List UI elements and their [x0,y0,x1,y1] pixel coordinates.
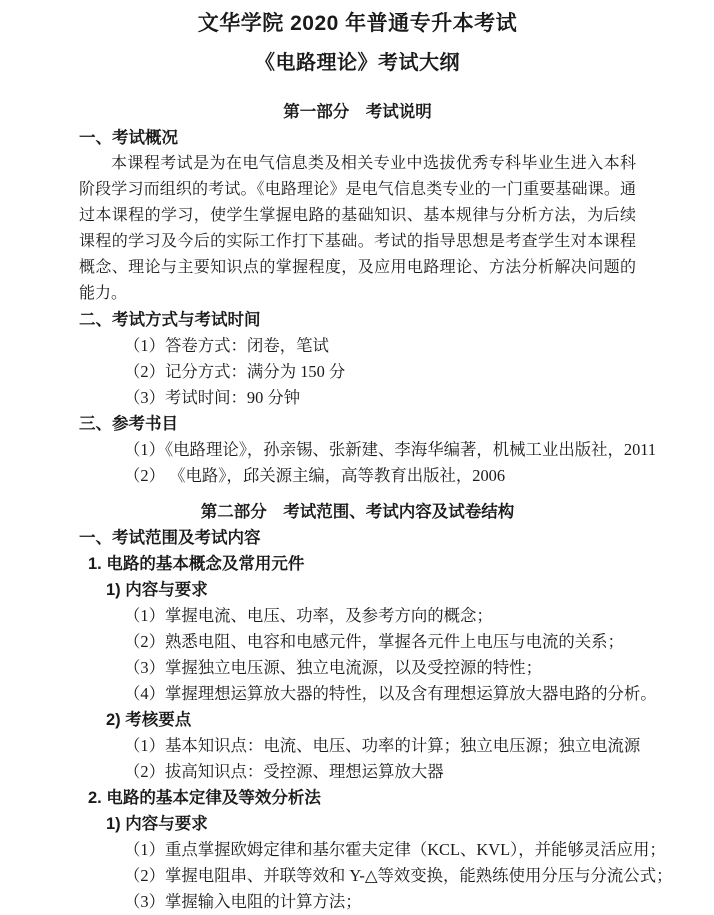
list-item: （1）基本知识点：电流、电压、功率的计算；独立电压源；独立电流源 [124,736,641,755]
reference-item: （1）《电路理论》，孙亲锡、张新建、李海华编著，机械工业出版社，2011 [124,440,657,459]
doc-title-line1: 文华学院 2020 年普通专升本考试 [197,12,518,35]
section-heading-exam-scope: 一、考试范围及考试内容 [79,529,261,547]
list-item: （3）掌握独立电压源、独立电流源，以及受控源的特性； [124,658,542,677]
list-item: （3）掌握输入电阻的计算方法； [124,892,362,911]
topic1-sub1-heading: 1) 内容与要求 [106,581,208,599]
list-item: （1）重点掌握欧姆定律和基尔霍夫定律（KCL、KVL），并能够灵活应用； [124,840,666,859]
section-heading-exam-overview: 一、考试概况 [79,129,178,147]
topic2-heading: 2. 电路的基本定律及等效分析法 [88,789,321,807]
part1-heading: 第一部分 考试说明 [283,103,432,121]
list-item: （2）记分方式：满分为 150 分 [124,362,346,381]
section-heading-exam-format: 二、考试方式与考试时间 [79,311,261,329]
list-item: （1）掌握电流、电压、功率，及参考方向的概念； [124,606,493,625]
topic1-sub2-heading: 2) 考核要点 [106,711,192,729]
topic2-sub1-heading: 1) 内容与要求 [106,815,208,833]
list-item: （2）掌握电阻串、并联等效和 Y-△等效变换，能熟练使用分压与分流公式； [124,866,673,885]
topic1-heading: 1. 电路的基本概念及常用元件 [88,555,305,573]
list-item: （2）熟悉电阻、电容和电感元件，掌握各元件上电压与电流的关系； [124,632,624,651]
doc-title-line2: 《电路理论》考试大纲 [255,52,460,74]
exam-overview-paragraph: 本课程考试是为在电气信息类及相关专业中选拔优秀专科毕业生进入本科阶段学习而组织的考试。《电路理论》是电气信息类专业的一门重要基础课。通过本课程的学习，使学生掌握电路的基础知识、基本规律与分析方法，为后续课程的学习及今后的实际工作打下基础。考试的指导思想是考查学生对本课程概念、理论与主要知识点的掌握程度，及应用电路理论、方法分析解决问题的能力。 [79,155,636,302]
part2-heading: 第二部分 考试范围、考试内容及试卷结构 [200,503,515,521]
reference-item: （2） 《电路》，邱关源主编，高等教育出版社，2006 [124,466,506,485]
list-item: （1）答卷方式：闭卷，笔试 [124,336,329,355]
section-heading-references: 三、参考书目 [79,415,178,433]
list-item: （3）考试时间：90 分钟 [124,388,301,407]
list-item: （2）拔高知识点：受控源、理想运算放大器 [124,762,444,781]
list-item: （4）掌握理想运算放大器的特性，以及含有理想运算放大器电路的分析。 [124,684,657,703]
